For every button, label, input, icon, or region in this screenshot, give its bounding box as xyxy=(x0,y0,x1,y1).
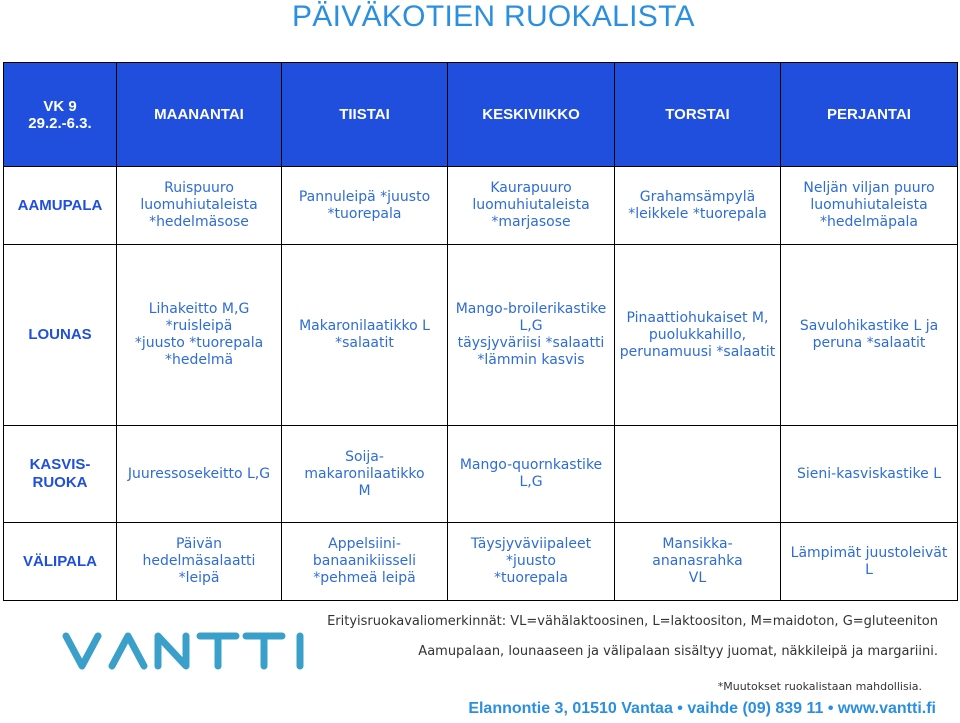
menu-cell: Lämpimät juustoleivät L xyxy=(781,523,958,601)
menu-cell: Kaurapuuro luomuhiutaleista *marjasose xyxy=(448,167,615,245)
footer-contact: Elannontie 3, 01510 Vantaa • vaihde (09) 839 11 • www.vantti.fi xyxy=(468,700,936,717)
row-vegetarian xyxy=(4,426,958,523)
meal-label: LOUNAS xyxy=(4,245,117,426)
header-row xyxy=(4,63,958,167)
menu-cell: Päivän hedelmäsalaatti *leipä xyxy=(117,523,282,601)
menu-table xyxy=(3,62,958,601)
menu-cell: Mango-broilerikastike L,G täysjyväriisi *salaatti *lämmin kasvis xyxy=(448,245,615,426)
menu-cell: Appelsiini- banaanikiisseli *pehmeä leipä xyxy=(282,523,448,601)
week-dates: 29.2.-6.3. xyxy=(28,114,92,132)
row-snack xyxy=(4,523,958,601)
menu-cell: Lihakeitto M,G *ruisleipä *juusto *tuorepala *hedelmä xyxy=(117,245,282,426)
menu-cell: Neljän viljan puuro luomuhiutaleista *hedelmäpala xyxy=(781,167,958,245)
menu-cell: Makaronilaatikko L *salaatit xyxy=(282,245,448,426)
row-breakfast xyxy=(4,167,958,245)
vantti-logo-icon xyxy=(60,630,320,674)
menu-cell: Pinaattiohukaiset M, puolukkahillo, perunamuusi *salaatit xyxy=(615,245,781,426)
menu-cell: Pannuleipä *juusto *tuorepala xyxy=(282,167,448,245)
menu-cell: Ruispuuro luomuhiutaleista *hedelmäsose xyxy=(117,167,282,245)
menu-cell: Mansikka-ananasrahka VL xyxy=(615,523,781,601)
week-number: VK 9 xyxy=(43,97,77,115)
meal-label: KASVIS- RUOKA xyxy=(4,426,117,523)
menu-cell: Grahamsämpylä *leikkele *tuorepala xyxy=(615,167,781,245)
menu-cell: Soija-makaronilaatikko M xyxy=(282,426,448,523)
menu-cell: Savulohikastike L ja peruna *salaatit xyxy=(781,245,958,426)
menu-cell: Juuressosekeitto L,G xyxy=(117,426,282,523)
included-note: Aamupalaan, lounaaseen ja välipalaan sisältyy juomat, näkkileipä ja margariini. xyxy=(418,644,938,659)
changes-note: *Muutokset ruokalistaan mahdollisia. xyxy=(717,680,922,693)
week-cell xyxy=(4,63,117,167)
meal-label: AAMUPALA xyxy=(4,167,117,245)
menu-cell xyxy=(615,426,781,523)
day-header-friday: PERJANTAI xyxy=(781,63,958,167)
page-title: PÄIVÄKOTIEN RUOKALISTA xyxy=(292,0,695,33)
menu-cell: Sieni-kasviskastike L xyxy=(781,426,958,523)
day-header-wednesday: KESKIVIIKKO xyxy=(448,63,615,167)
diet-legend: Erityisruokavaliomerkinnät: VL=vähälaktoosinen, L=laktoositon, M=maidoton, G=gluteeniton xyxy=(327,614,938,629)
day-header-tuesday: TIISTAI xyxy=(282,63,448,167)
row-lunch xyxy=(4,245,958,426)
meal-label: VÄLIPALA xyxy=(4,523,117,601)
day-header-monday: MAANANTAI xyxy=(117,63,282,167)
day-header-thursday: TORSTAI xyxy=(615,63,781,167)
menu-cell: Täysjyväviipaleet *juusto *tuorepala xyxy=(448,523,615,601)
menu-cell: Mango-quornkastike L,G xyxy=(448,426,615,523)
